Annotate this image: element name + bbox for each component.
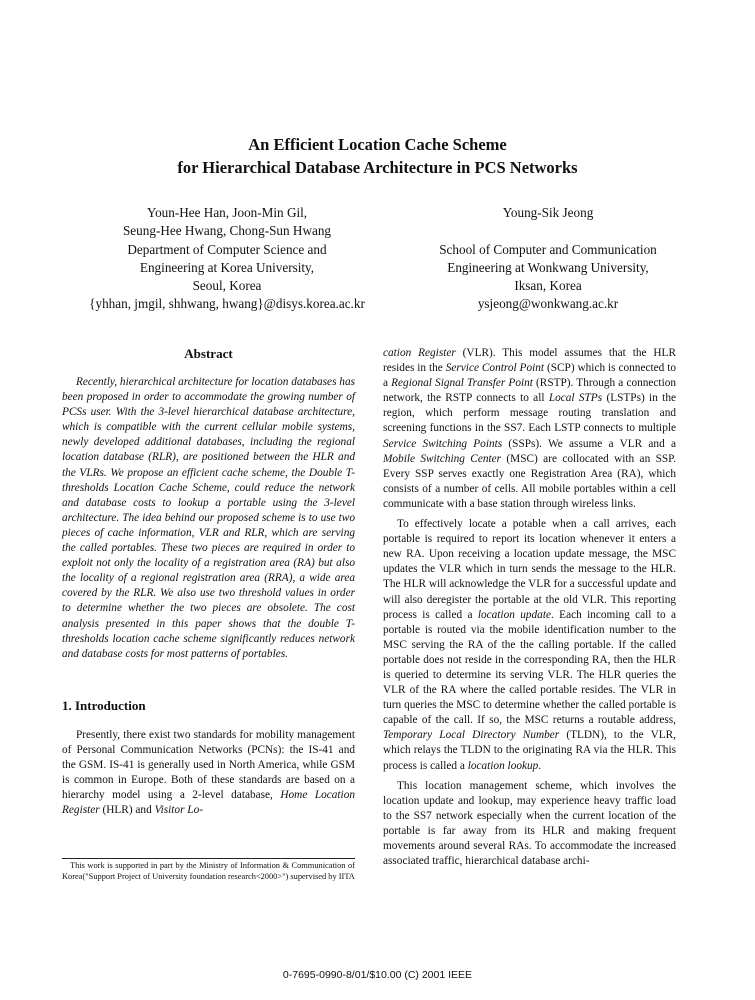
right-column	[383, 346, 676, 869]
introduction-paragraph-1-continued: cation Register (VLR). This model assumes that the HLR resides in the Service Control Point (SCP) which is connected to a Regional Signal Transfer Point (RSTP). Through a connection network, the RSTP connects to all Local STPs (LSTPs) in the region, which perform message routing translation and screening functions in the SS7. Each LSTP connects to multiple Service Switching Points (SSPs). We assume a VLR and a Mobile Switching Center (MSC) are collocated with an SSP. Every SSP serves exactly one Registration Area (RA), which consists of a number of cells. All mobile portables within a cell communicate with a base station through wireless links.	[383, 347, 677, 510]
author-email: {yhhan, jmgil, shhwang, hwang}@disys.korea.ac.kr	[89, 296, 365, 312]
term-ssp: Service Switching Points	[383, 437, 503, 450]
affiliation-line-1: School of Computer and Communication	[439, 241, 657, 257]
footnote-divider	[62, 858, 355, 859]
term-msc: Mobile Switching Center	[383, 452, 502, 465]
author-name: Young-Sik Jeong	[502, 205, 594, 220]
affiliation-line-2: Engineering at Korea University,	[139, 259, 315, 275]
copyright-notice: 0-7695-0990-8/01/$10.00 (C) 2001 IEEE	[282, 969, 473, 981]
abstract-text: Recently, hierarchical architecture for location databases has been proposed in order to accommodate the growing number of PCSs user. With the 3-level hierarchical database architecture, which is compatible with the current cellular mobile systems, newly developed additional databases, including the regional location database (RLR), are positioned between the HLR and the VLRs. We propose an efficient cache scheme, the Double T-thresholds Location Cache Scheme, could reduce the network and database costs to lookup a portable using the 3-level architecture. The idea behind our proposed scheme is to use two pieces of cache information, VLR and RLR, which are serving the called portables. These two pieces are required in order to exploit not only the locality of a registration area (RA) but also the locality of a regional registration area (RRA), a wide area covered by the RLR. We also use two threshold values in order to determine whether the two pieces are obsolete. The cost analysis presented in this paper shows that the double T-thresholds location cache scheme significantly reduces network and database costs for most patterns of portables.	[62, 376, 355, 660]
affiliation-line-1: Department of Computer Science and	[127, 241, 327, 257]
term-scp: Service Control Point	[445, 362, 545, 375]
term-vlr-part2: cation Register	[383, 347, 456, 359]
left-column	[62, 346, 355, 818]
author-location: Seoul, Korea	[192, 278, 262, 294]
author-block-wonkwang-university	[398, 204, 698, 314]
term-location-update: location update	[477, 608, 551, 621]
abstract-heading: Abstract	[184, 346, 233, 361]
term-rstp: Regional Signal Transfer Point	[391, 377, 533, 390]
title-line-2: for Hierarchical Database Architecture in PCS Networks	[177, 158, 578, 177]
spacer	[398, 222, 698, 240]
footnote: This work is supported in part by the Ministry of Information & Communication of Korea("Support Project of University foundation research<2000>") supervised by IITA	[62, 861, 355, 881]
author-names-line-1: Youn-Hee Han, Joon-Min Gil,	[146, 205, 308, 220]
term-hlr: Home Location Register	[62, 789, 355, 817]
author-location: Iksan, Korea	[514, 278, 582, 294]
introduction-paragraph-1: Presently, there exist two standards for mobility management of Personal Communication Networks (PCNs): the IS-41 and the GSM. IS-41 is generally used in North America, while GSM is common in Europe. Both of these standards are based on a hierarchy model using a 2-level database, Home Location Register (HLR) and Visitor Lo-	[62, 728, 355, 817]
author-email: ysjeong@wonkwang.ac.kr	[477, 296, 619, 312]
introduction-heading: 1. Introduction	[62, 697, 146, 713]
introduction-paragraph-2: To effectively locate a potable when a call arrives, each portable is required to report its location whenever it enters a new RA. Upon receiving a location update message, the MSC updates the VLR which in turn sends the message to the HLR. The HLR will acknowledge the VLR for a successful update and will also deregister the portable at the old VLR. This reporting process is called a location update. Each incoming call to a portable is routed via the mobile identification number to the MSC serving the RA of the the calling portable. If the called portable does not reside in the corresponding RA, then the HLR is queried to determine its serving VLR. The HLR queries the VLR of the RA where the called portable resides. The VLR in turn queries the MSC to determine whether the called portable is capable of the call. If so, the MSC returns a routable address, Temporary Local Directory Number (TLDN), to the VLR, which relays the TLDN to the originating RA via the HLR. This process is called a location lookup.	[383, 518, 676, 772]
introduction-paragraph-3: This location management scheme, which involves the location update and lookup, may experience heavy traffic load to the SS7 network especially when the current location of the portable is far away from its HLR and making frequent movements around several RAs. To accommodate the increased associated traffic, hierarchical database archi-	[383, 779, 676, 868]
title-line-1: An Efficient Location Cache Scheme	[248, 135, 507, 154]
author-names-line-2: Seung-Hee Hwang, Chong-Sun Hwang	[122, 223, 332, 239]
term-location-lookup: location lookup	[467, 759, 539, 772]
term-tldn: Temporary Local Directory Number	[383, 729, 560, 742]
author-block-korea-university	[62, 204, 392, 314]
paper-title	[0, 133, 755, 179]
term-lstp: Local STPs	[548, 392, 603, 405]
term-vlr-part1: Visitor Lo-	[154, 804, 203, 817]
affiliation-line-2: Engineering at Wonkwang University,	[447, 259, 649, 275]
